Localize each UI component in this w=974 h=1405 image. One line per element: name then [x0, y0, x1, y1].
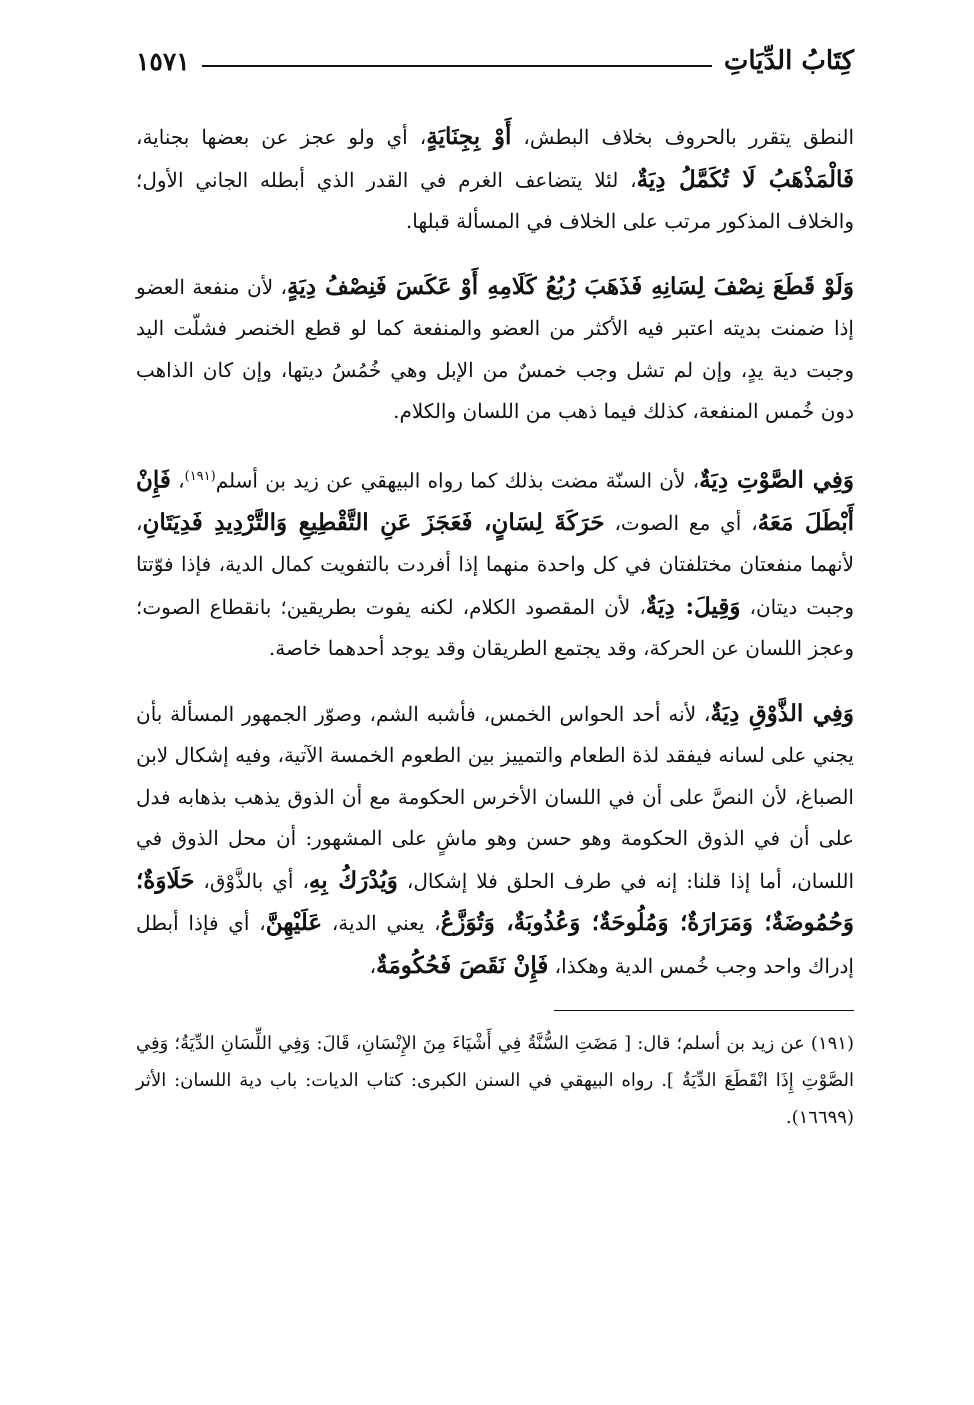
body-text: [136, 116, 854, 987]
footnote-rule: [554, 1010, 854, 1011]
matn-text: وَفِي الذَّوْقِ دِيَةٌ: [710, 699, 854, 727]
matn-text: عَلَيْهِنَّ: [265, 909, 323, 937]
matn-text: حَلَاوَةٌ؛ وَحُمُوضَةٌ؛ وَمَرَارَةٌ؛ وَمُلُوحَةٌ؛ وَعُذُوبَةٌ، وَتُوَزَّعُ: [136, 866, 855, 937]
commentary-text: ، لأن المقصود الكلام، لكنه يفوت بطريقين؛ بانقطاع الصوت؛ وعجز اللسان عن الحركة، وقد يجتمع الطريقان وقد يوجد أحدهما خاصة.: [136, 594, 854, 661]
footnote-ref: (١٩١): [184, 468, 216, 484]
paragraph: [136, 693, 854, 988]
page-number: ١٥٧١: [136, 47, 190, 76]
matn-text: وَيُدْرَكُ بِهِ: [308, 866, 398, 894]
book-title: كِتَابُ الدِّيَاتِ: [723, 46, 854, 76]
matn-text: وَفِي الصَّوْتِ دِيَةٌ: [699, 466, 855, 494]
commentary-text: ، أي فإذا أبطل إدراك واحد وجب خُمس الدية وهكذا،: [136, 911, 854, 978]
commentary-text: ، لأنهما منفعتان مختلفتان في كل واحدة منهما إذا أفردت بالتفويت كمال الدية، فإذا فوّتتا وجبت ديتان،: [136, 510, 855, 619]
matn-text: فَإِنْ نَقَصَ فَحُكُومَةٌ: [376, 951, 549, 979]
commentary-text: النطق يتقرر بالحروف بخلاف البطش،: [511, 125, 855, 149]
paragraph: [136, 116, 854, 243]
commentary-text: ، أي مع الصوت،: [604, 510, 758, 535]
commentary-text: ، لأن منفعة العضو إذا ضمنت بديته اعتبر فيه الأكثر من العضو والمنفعة كما لو قطع الخنصر فشلّت اليد وجبت دية يدٍ، وإن لم تشل وجب خمسٌ من الإبل وهي خُمُسُ ديتها، وإن كان الذاهب دون خُمس المنفعة، كذلك فيما ذهب من اللسان والكلام.: [136, 274, 854, 423]
paragraph: [136, 456, 854, 670]
commentary-text: ، أي ولو عجز عن بعضها بجناية،: [136, 125, 427, 149]
header-rule: [202, 65, 712, 67]
commentary-text: ، لأنه أحد الحواس الخمس، فأشبه الشم، وصوّر الجمهور المسألة بأن يجني على لسانه فيفقد لذة الطعام والتمييز بين الطعوم الخمسة الآتية، وفيه إشكال لابن الصباغ، لأن النصَّ على أن في اللسان الأخرس الحكومة مع أن الذوق يذهب بذهابه فدل على أن في الذوق الحكومة وهو حسن وهو ماشٍ على المشهور: أن محل الذوق في اللسان، أما إذا قلنا: إنه في طرف الحلق فلا إشكال،: [136, 701, 855, 893]
commentary-text: ، يعني الدية،: [322, 911, 441, 936]
matn-text: فَإِنْ أَبْطَلَ مَعَهُ: [136, 466, 854, 536]
running-header: [136, 36, 854, 76]
commentary-text: ،: [369, 953, 377, 978]
matn-text: وَقِيلَ: دِيَةٌ: [645, 592, 741, 620]
commentary-text: ، أي بالذَّوْق،: [194, 868, 309, 893]
commentary-text: ، لئلا يتضاعف الغرم في القدر الذي أبطله الجاني الأول؛ والخلاف المذكور مرتب على الخلاف في المسألة قبلها.: [136, 167, 854, 233]
matn-text: أَوْ بِجِنَايَةٍ: [426, 123, 512, 150]
matn-text: حَرَكَةَ لِسَانٍ، فَعَجَزَ عَنِ التَّقْطِيعِ وَالتَّرْدِيدِ فَدِيَتَانِ: [142, 508, 605, 536]
footnote: (١٩١) عن زيد بن أسلم؛ قال: [ مَضَتِ السُّنَّةُ فِي أَشْيَاءَ مِنَ الإِنْسَانِ، قَالَ: وَفِي اللِّسَانِ الدِّيَةُ؛ وَفِي الصَّوْتِ إِذَا انْقَطَعَ الدِّيَةُ ]. رواه البيهقي في السنن الكبرى: كتاب الديات: باب دية اللسان: الأثر (١٦٦٩٩).: [136, 1033, 854, 1129]
matn-text: فَالْمَذْهَبُ لَا تُكَمَّلُ دِيَةٌ: [636, 165, 855, 193]
matn-text: وَلَوْ قَطَعَ نِصْفَ لِسَانِهِ فَذَهَبَ رُبُعُ كَلَامِهِ أَوْ عَكَسَ فَنِصْفُ دِيَةٍ: [287, 272, 855, 300]
paragraph: [136, 266, 854, 433]
commentary-text: ، لأن السنّة مضت بذلك كما رواه البيهقي عن زيد بن أسلم: [215, 468, 700, 493]
commentary-text: ،: [170, 468, 185, 493]
